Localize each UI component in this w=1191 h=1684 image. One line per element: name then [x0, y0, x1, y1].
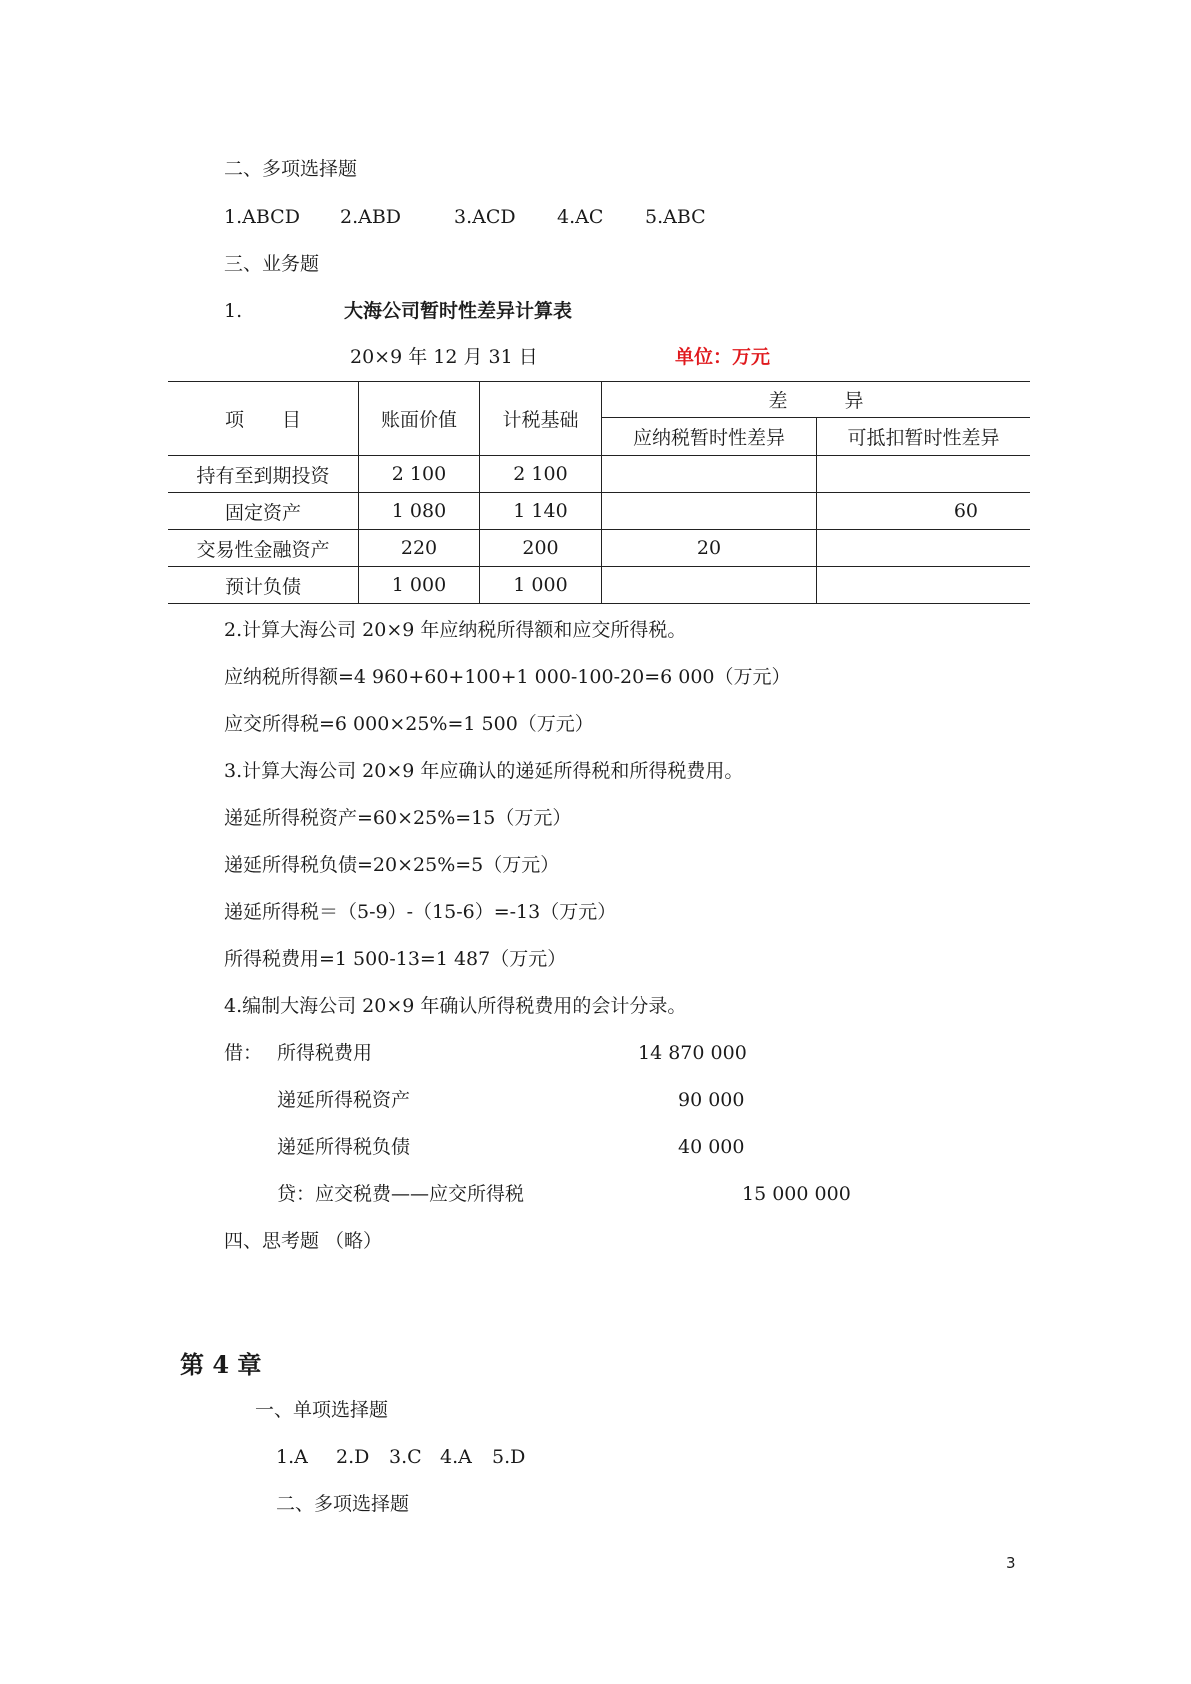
- ch4-single-answer-4: 4.A: [440, 1446, 472, 1468]
- entry-debit-label: 借：: [224, 1042, 263, 1064]
- question-3-line-2: 递延所得税负债=20×25%=5（万元）: [224, 854, 560, 876]
- cell-taxable: [602, 567, 817, 604]
- question-1-number: 1.: [224, 300, 243, 322]
- temporary-difference-table: [168, 381, 1030, 604]
- ch4-single-answer-5: 5.D: [492, 1446, 526, 1468]
- cell-tax: 200: [480, 530, 602, 567]
- section-think: 四、思考题 （略）: [224, 1230, 383, 1252]
- cell-item: 交易性金融资产: [168, 530, 359, 567]
- cell-book: 1 000: [359, 567, 480, 604]
- question-4: 4.编制大海公司 20×9 年确认所得税费用的会计分录。: [224, 995, 687, 1017]
- ch4-multi-heading: 二、多项选择题: [276, 1493, 410, 1515]
- cell-deductible: [817, 567, 1031, 604]
- cell-book: 1 080: [359, 493, 480, 530]
- cell-deductible: [817, 530, 1031, 567]
- cell-deductible: 60: [817, 493, 1031, 530]
- question-2-line-2: 应交所得税=6 000×25%=1 500（万元）: [224, 713, 594, 735]
- table-row: [168, 456, 1030, 493]
- cell-item: 持有至到期投资: [168, 456, 359, 493]
- question-3-line-3: 递延所得税＝（5-9）-（15-6）=-13（万元）: [224, 901, 617, 923]
- header-book-value: 账面价值: [359, 382, 480, 456]
- cell-deductible: [817, 456, 1031, 493]
- entry-account: 所得税费用: [277, 1042, 373, 1064]
- table-row: [168, 493, 1030, 530]
- header-difference: 差 异: [602, 382, 1031, 418]
- table-title: 大海公司暂时性差异计算表: [344, 300, 573, 322]
- cell-taxable: [602, 456, 817, 493]
- multi-answer-1: 1.ABCD: [224, 206, 300, 228]
- cell-book: 2 100: [359, 456, 480, 493]
- table-row: [168, 567, 1030, 604]
- question-2-line-1: 应纳税所得额=4 960+60+100+1 000-100-20=6 000（万元）: [224, 666, 791, 688]
- multi-answer-2: 2.ABD: [340, 206, 402, 228]
- chapter-4-heading: 第 4 章: [180, 1350, 262, 1379]
- header-deductible-difference: 可抵扣暂时性差异: [817, 418, 1031, 456]
- entry-credit-amount: 15 000 000: [742, 1183, 851, 1205]
- cell-taxable: 20: [602, 530, 817, 567]
- header-tax-base: 计税基础: [480, 382, 602, 456]
- table-date: 20×9 年 12 月 31 日: [350, 346, 538, 368]
- entry-amount: 90 000: [678, 1089, 745, 1111]
- multi-answer-4: 4.AC: [557, 206, 604, 228]
- question-3-line-1: 递延所得税资产=60×25%=15（万元）: [224, 807, 572, 829]
- cell-tax: 2 100: [480, 456, 602, 493]
- cell-taxable: [602, 493, 817, 530]
- multi-answer-5: 5.ABC: [645, 206, 706, 228]
- entry-account: 递延所得税负债: [277, 1136, 411, 1158]
- ch4-single-answer-1: 1.A: [276, 1446, 308, 1468]
- entry-credit: 贷：应交税费——应交所得税: [277, 1183, 525, 1205]
- ch4-single-heading: 一、单项选择题: [255, 1399, 389, 1421]
- cell-item: 预计负债: [168, 567, 359, 604]
- entry-amount: 40 000: [678, 1136, 745, 1158]
- section-multi-heading: 二、多项选择题: [224, 158, 358, 180]
- table-unit: 单位：万元: [675, 346, 771, 368]
- header-item: 项 目: [168, 382, 359, 456]
- question-3-line-4: 所得税费用=1 500-13=1 487（万元）: [224, 948, 567, 970]
- cell-tax: 1 000: [480, 567, 602, 604]
- cell-item: 固定资产: [168, 493, 359, 530]
- question-2: 2.计算大海公司 20×9 年应纳税所得额和应交所得税。: [224, 619, 687, 641]
- cell-book: 220: [359, 530, 480, 567]
- multi-answer-3: 3.ACD: [454, 206, 516, 228]
- cell-tax: 1 140: [480, 493, 602, 530]
- section-business-heading: 三、业务题: [224, 253, 320, 275]
- table-row: [168, 530, 1030, 567]
- entry-amount: 14 870 000: [638, 1042, 747, 1064]
- header-taxable-difference: 应纳税暂时性差异: [602, 418, 817, 456]
- ch4-single-answer-3: 3.C: [389, 1446, 422, 1468]
- ch4-single-answer-2: 2.D: [336, 1446, 370, 1468]
- entry-account: 递延所得税资产: [277, 1089, 411, 1111]
- page-number: 3: [1006, 1554, 1016, 1572]
- question-3: 3.计算大海公司 20×9 年应确认的递延所得税和所得税费用。: [224, 760, 744, 782]
